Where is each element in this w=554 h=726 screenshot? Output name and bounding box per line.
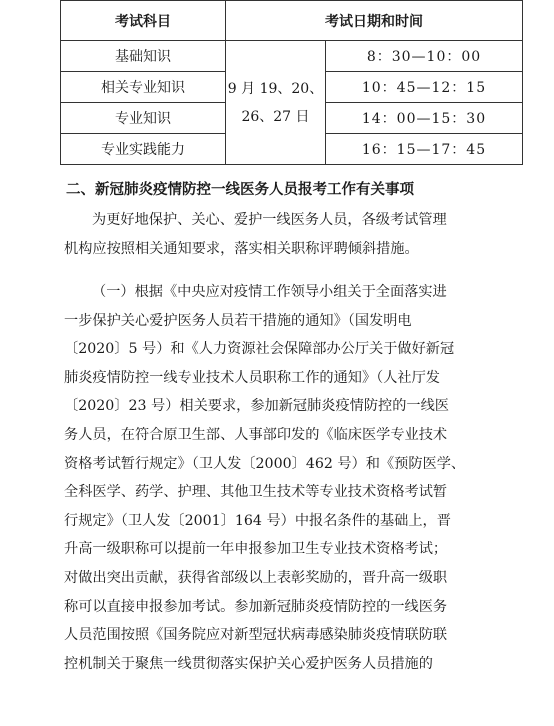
subject-cell: 相关专业知识 (61, 72, 226, 103)
section-heading: 二、新冠肺炎疫情防控一线医务人员报考工作有关事项 (66, 182, 414, 198)
text-line: 肺炎疫情防控一线专业技术人员职称工作的通知》（人社厅发 (64, 369, 440, 386)
subject-cell: 专业实践能力 (61, 134, 226, 165)
text-line: 机构应按照相关通知要求，落实相关职称评聘倾斜措施。 (64, 240, 419, 257)
paragraph-1 (64, 206, 518, 263)
text-line: 务人员，在符合原卫生部、人事部印发的《临床医学专业技术 (64, 426, 448, 443)
text-line: 全科医学、药学、护理、其他卫生技术等专业技术资格考试暂 (64, 484, 448, 501)
exam-dates-cell (226, 41, 326, 165)
table-header-row (61, 1, 523, 41)
text-line: 行规定》（卫人发〔2001〕164 号）中报名条件的基础上，晋 (64, 512, 451, 529)
text-line: 一步保护关心爱护医务人员若干措施的通知》（国发明电 (64, 312, 412, 329)
time-cell: 16：15—17：45 (326, 134, 523, 165)
table-row (61, 41, 523, 72)
exam-dates-line1: 9 月 19、20、 (227, 80, 324, 97)
text-line: 〔2020〕23 号）相关要求，参加新冠肺炎疫情防控的一线医 (64, 398, 449, 415)
time-cell: 10：45—12：15 (326, 72, 523, 103)
time-cell: 14：00—15：30 (326, 103, 523, 134)
exam-dates-line2: 26、27 日 (241, 108, 310, 125)
exam-schedule-table (60, 0, 523, 165)
header-datetime: 考试日期和时间 (226, 1, 523, 41)
text-line: 资格考试暂行规定》（卫人发〔2000〕462 号）和《预防医学、 (64, 455, 466, 472)
subject-cell: 基础知识 (61, 41, 226, 72)
text-line: 对做出突出贡献，获得省部级以上表彰奖励的，晋升高一级职 (64, 569, 448, 586)
text-line: 〔2020〕5 号）和《人力资源社会保障部办公厅关于做好新冠 (64, 341, 455, 358)
text-line: 人员范围按照《国务院应对新型冠状病毒感染肺炎疫情联防联 (64, 627, 448, 644)
text-line: 为更好地保护、关心、爱护一线医务人员，各级考试管理 (92, 212, 447, 228)
header-subject: 考试科目 (61, 1, 226, 41)
subject-cell: 专业知识 (61, 103, 226, 134)
text-line: 升高一级职称可以提前一年申报参加卫生专业技术资格考试； (64, 541, 448, 558)
text-line: 称可以直接申报参加考试。参加新冠肺炎疫情防控的一线医务 (64, 598, 448, 615)
time-cell: 8：30—10：00 (326, 41, 523, 72)
paragraph-2 (64, 278, 518, 678)
text-line: （一）根据《中央应对疫情工作领导小组关于全面落实进 (92, 284, 447, 300)
text-line: 控机制关于聚焦一线贯彻落实保护关心爱护医务人员措施的 (64, 655, 433, 672)
